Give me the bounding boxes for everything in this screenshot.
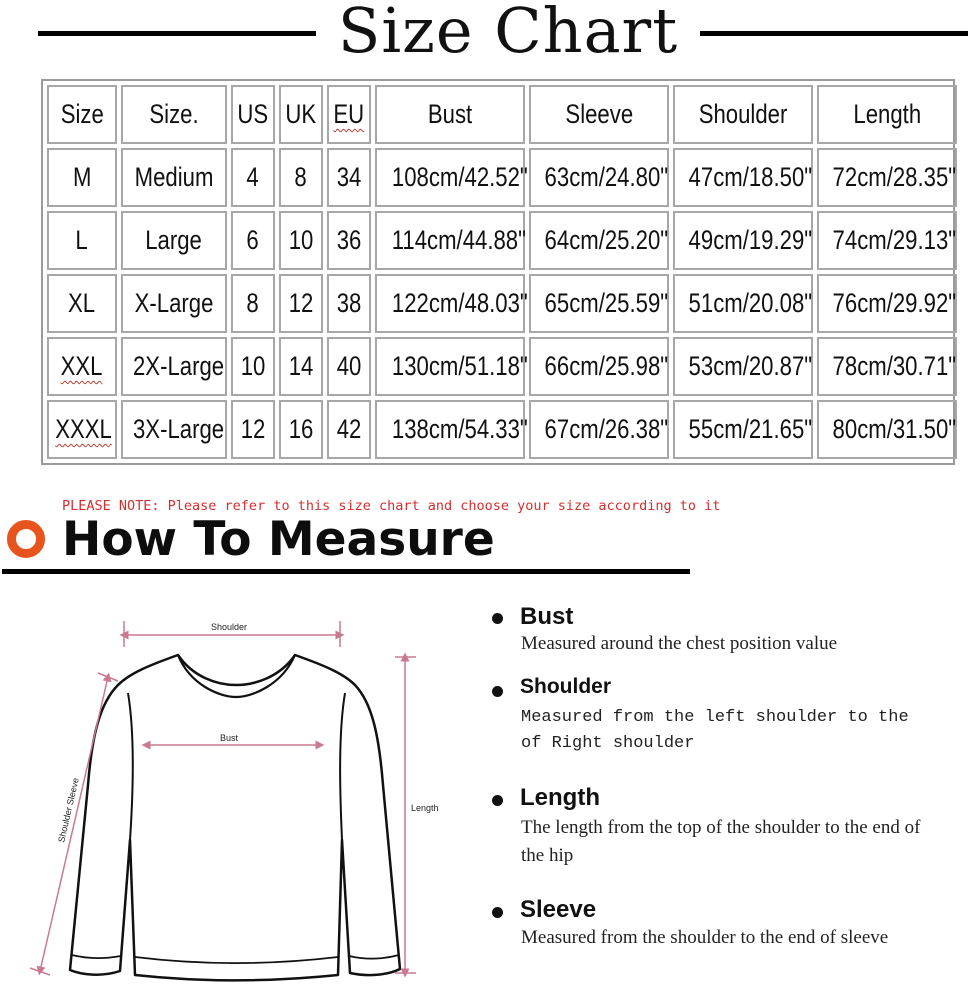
cell-text: 12 [288,288,314,318]
table-cell [529,337,669,396]
measure-desc: Measured from the left shoulder to the of Right shoulder [521,708,909,753]
table-cell [327,400,371,459]
table-cell [375,211,525,270]
cell-text: X-Large [134,288,214,318]
cell-text: Shoulder [698,99,788,129]
cell-text: 8 [246,288,260,318]
table-cell [47,400,117,459]
table-cell [327,211,371,270]
cell-text: Length [853,99,921,129]
size-chart-header [0,0,971,70]
table-cell [47,148,117,207]
table-cell [529,400,669,459]
cell-text: 55cm/21.65" [688,414,813,444]
cell-text: 47cm/18.50" [688,162,813,192]
cell-text: 34 [336,162,362,192]
measure-title: Sleeve [520,896,597,923]
cell-text: Large [145,225,203,255]
table-row [47,211,957,270]
table-row [47,274,957,333]
title-divider-left [38,31,316,36]
cell-text: 74cm/29.13" [832,225,957,255]
cell-text: 65cm/25.59" [544,288,669,318]
cell-text: 67cm/26.38" [544,414,669,444]
table-row [47,400,957,459]
size-grid [43,81,961,463]
table-cell [529,148,669,207]
table-cell [673,337,813,396]
table-header-cell [121,85,227,144]
cell-text: XL [68,288,96,318]
measure-title: Length [520,784,600,811]
cell-text: 64cm/25.20" [544,225,669,255]
cell-text: 4 [246,162,260,192]
cell-text: 122cm/48.03" [391,288,528,318]
table-cell [279,400,323,459]
table-cell [279,148,323,207]
sweater-illustration [0,585,470,985]
cell-text: 10 [288,225,314,255]
table-cell [231,148,275,207]
table-header-cell [47,85,117,144]
cell-text: Sleeve [565,99,633,129]
size-table [41,79,955,465]
table-row [47,337,957,396]
bullet-icon [492,686,503,697]
table-cell [375,148,528,207]
cell-text: 12 [240,414,266,444]
table-cell [327,274,371,333]
cell-text: 78cm/30.71" [832,351,957,381]
cell-text: XXL [61,351,103,381]
title-divider-right [700,31,968,36]
table-cell [327,148,371,207]
table-cell [231,274,275,333]
cell-text: Medium [134,162,214,192]
table-cell [375,400,528,459]
table-cell [279,274,323,333]
cell-text: 10 [240,351,266,381]
cell-text: US [237,99,269,129]
cell-text: 76cm/29.92" [832,288,957,318]
cell-text: Size. [149,99,199,129]
cell-text: XXXL [55,414,112,444]
bust-label: Bust [220,733,239,743]
table-cell [327,337,371,396]
table-cell [673,400,813,459]
table-cell [231,211,275,270]
measure-desc: The length from the top of the shoulder to the end of the hip [521,817,921,866]
table-cell [121,211,227,270]
how-to-measure-divider [2,569,690,574]
table-cell [121,148,227,207]
cell-text: 114cm/44.88" [391,225,526,255]
cell-text: 63cm/24.80" [544,162,669,192]
cell-text: 72cm/28.35" [832,162,957,192]
cell-text: 38 [336,288,362,318]
bullet-icon [492,613,503,624]
table-cell [375,274,528,333]
cell-text: 6 [246,225,260,255]
table-cell [817,337,957,396]
bullet-icon [492,795,503,806]
cell-text: 49cm/19.29" [688,225,813,255]
cell-text: UK [285,99,317,129]
table-cell [673,211,813,270]
bullet-icon [492,907,503,918]
cell-text: 40 [336,351,362,381]
measure-title: Bust [520,603,574,630]
cell-text: 138cm/54.33" [391,414,528,444]
circle-icon [7,520,45,558]
cell-text: M [72,162,92,192]
cell-text: 2X-Large [132,351,225,381]
table-header-cell [375,85,525,144]
table-cell [231,337,275,396]
table-cell [817,211,957,270]
table-cell [817,400,957,459]
cell-text: 80cm/31.50" [832,414,957,444]
cell-text: L [75,225,89,255]
measure-desc: Measured around the chest position value [521,633,838,654]
table-cell [279,211,323,270]
cell-text: EU [333,99,365,129]
sweater-outline [70,655,400,980]
table-cell [121,400,227,459]
cell-text: 14 [288,351,314,381]
how-to-measure-title: How To Measure [62,512,495,567]
table-cell [47,274,117,333]
cell-text: 108cm/42.52" [391,162,528,192]
table-cell [817,148,957,207]
cell-text: 16 [288,414,314,444]
table-header-row [47,85,957,144]
table-cell [817,274,957,333]
sweater-diagram [0,585,470,985]
table-cell [121,274,227,333]
cell-text: Bust [427,99,473,129]
table-cell [47,337,117,396]
table-row [47,148,957,207]
table-cell [375,337,528,396]
table-header-cell [529,85,669,144]
table-cell [47,211,117,270]
measure-title: Shoulder [520,675,612,698]
table-header-cell [279,85,323,144]
cell-text: Size [60,99,104,129]
table-header-cell [673,85,813,144]
size-note: PLEASE NOTE: Please refer to this size chart and choose your size according to it [62,498,721,514]
table-header-cell [817,85,957,144]
measure-desc: Measured from the shoulder to the end of sleeve [521,927,889,948]
table-cell [673,148,813,207]
cell-text: 3X-Large [132,414,225,444]
shoulder-label: Shoulder [211,622,248,632]
cell-text: 53cm/20.87" [688,351,813,381]
table-cell [673,274,813,333]
table-cell [121,337,227,396]
shoulder-sleeve-label: Shoulder Sleeve [56,776,81,844]
table-cell [279,337,323,396]
table-cell [231,400,275,459]
table-header-cell [327,85,371,144]
page-title: Size Chart [337,0,679,67]
table-header-cell [231,85,275,144]
table-cell [529,211,669,270]
cell-text: 42 [336,414,362,444]
cell-text: 51cm/20.08" [688,288,813,318]
cell-text: 8 [294,162,308,192]
cell-text: 130cm/51.18" [391,351,528,381]
cell-text: 66cm/25.98" [544,351,669,381]
cell-text: 36 [336,225,362,255]
table-cell [529,274,669,333]
length-label: Length [411,803,439,813]
